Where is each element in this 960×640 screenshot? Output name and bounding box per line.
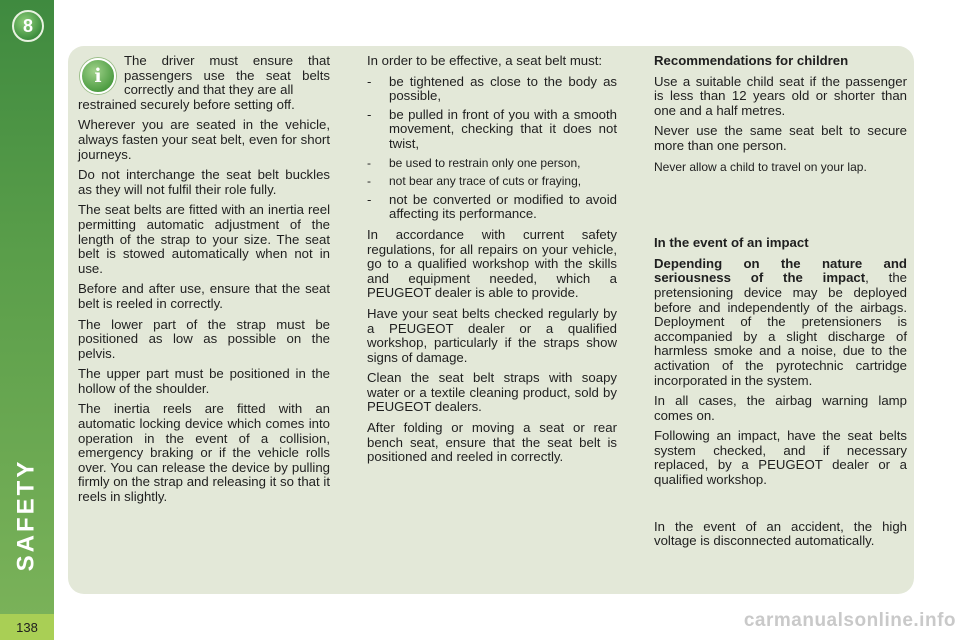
spacer xyxy=(654,494,907,520)
paragraph: Do not interchange the seat belt buckles as they will not fulfil their role fully. xyxy=(78,167,330,197)
impact-bold-lead: Depending on the nature and seriousness of the impact xyxy=(654,255,907,286)
info-note xyxy=(78,54,330,112)
chapter-sidebar xyxy=(0,0,54,640)
section-title xyxy=(6,430,46,600)
paragraph: In all cases, the airbag warning lamp comes on. xyxy=(654,393,907,423)
paragraph: The inertia reels are fitted with an automatic locking device which comes into operation in the event of a collision, emergency braking or if the vehicle rolls over. You can release the device by pulling firmly on the strap and releasing it so that it reels in slightly. xyxy=(78,401,330,505)
paragraph: The lower part of the strap must be positioned as low as possible on the pelvis. xyxy=(78,316,330,361)
seat-belt-requirements-list xyxy=(367,75,617,222)
column-1 xyxy=(78,54,330,511)
list-item: - not be converted or modified to avoid affecting its performance. xyxy=(367,191,617,222)
list-item: - be used to restrain only one person, xyxy=(367,155,581,170)
paragraph: In accordance with current safety regulations, for all repairs on your vehicle, go to a qualified workshop with the skills and equipment needed, which a PEUGEOT dealer is able to provide. xyxy=(367,226,617,301)
list-item: - be tightened as close to the body as possible, xyxy=(367,73,617,104)
paragraph: In order to be effective, a seat belt must: xyxy=(367,53,603,68)
chapter-number-badge xyxy=(12,10,44,42)
spacer xyxy=(654,180,907,236)
paragraph: Before and after use, ensure that the seat belt is reeled in correctly. xyxy=(78,281,330,311)
section-title-text: SAFETY xyxy=(12,458,39,572)
impact-heading: In the event of an impact xyxy=(654,235,809,251)
accident-note: In the event of an accident, the high voltage is disconnected automatically. xyxy=(654,518,907,549)
paragraph: The upper part must be positioned in the hollow of the shoulder. xyxy=(78,366,330,396)
list-item: - be pulled in front of you with a smooth movement, checking that it does not twist, xyxy=(367,106,617,151)
chapter-number: 8 xyxy=(22,15,33,36)
paragraph: Following an impact, have the seat belts system checked, and if necessary replaced, by a PEUGEOT dealer or a qualified workshop. xyxy=(654,428,907,488)
page-number: 138 xyxy=(0,614,54,640)
content-panel xyxy=(68,46,914,594)
list-item: - not bear any trace of cuts or fraying, xyxy=(367,174,582,189)
column-3 xyxy=(654,54,907,555)
impact-text: , the pretensioning device may be deployed before and independently of the airbags. Deployment of the pretensioners is accompanied by a slight discharge of harmless smoke and a noise, due to the activation of the pyrotechnic cartridge incorporated in the system. xyxy=(654,270,907,388)
paragraph: Clean the seat belt straps with soapy water or a textile cleaning product, sold by PEUGEOT dealers. xyxy=(367,370,617,415)
column-2 xyxy=(367,54,617,471)
info-icon: i xyxy=(80,58,116,94)
paragraph: The seat belts are fitted with an inertia reel permitting automatic adjustment of the length of the strap to your size. The seat belt is stowed automatically when not in use. xyxy=(78,202,330,276)
paragraph: Wherever you are seated in the vehicle, always fasten your seat belt, even for short journeys. xyxy=(78,117,330,162)
children-heading: Recommendations for children xyxy=(654,53,849,68)
paragraph: Use a suitable child seat if the passenger is less than 12 years old or shorter than one and a half metres. xyxy=(654,73,907,118)
paragraph: Never allow a child to travel on your lap. xyxy=(654,159,867,174)
paragraph: Have your seat belts checked regularly by a PEUGEOT dealer or a qualified workshop, particularly if the straps show signs of damage. xyxy=(367,305,617,365)
paragraph: After folding or moving a seat or rear bench seat, ensure that the seat belt is positioned and reeled in correctly. xyxy=(367,420,617,465)
info-note-first-lines: The driver must ensure that passengers use the seat belts correctly and that they are all xyxy=(124,54,330,98)
paragraph: Never use the same seat belt to secure more than one person. xyxy=(654,123,907,153)
paragraph xyxy=(654,257,907,388)
watermark: carmanualsonline.info xyxy=(743,610,956,631)
info-note-rest: restrained securely before setting off. xyxy=(78,96,295,112)
